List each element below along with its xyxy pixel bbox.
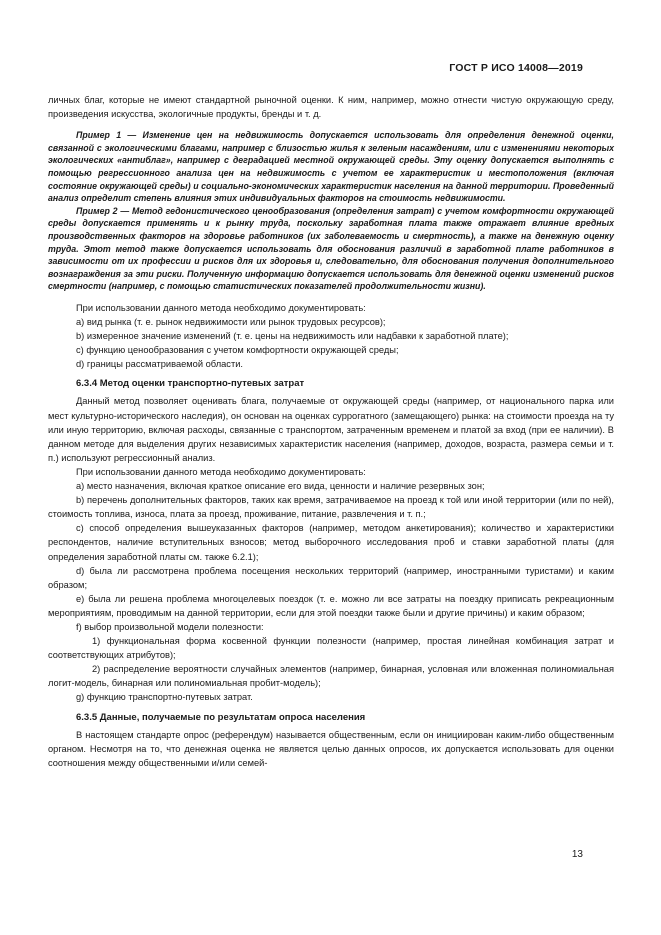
list1-item-b: b) измеренное значение изменений (т. е. цены на недвижимость или надбавки к заработной плате); [76, 331, 509, 342]
list2-item-b: b) перечень дополнительных факторов, таких как время, затрачиваемое на проезд к той или иной территории (или по ней), стоимость топлива, износа, плата за проезд, проживание, питание, развлечения и т. п.; [48, 495, 614, 520]
list2-item-d: d) была ли рассмотрена проблема посещения нескольких территорий (например, иностранными туристами) и каким образом; [48, 565, 614, 590]
list2-item-f: f) выбор произвольной модели полезности: [76, 621, 264, 632]
section-6-3-5-heading: 6.3.5 Данные, получаемые по результатам опроса населения [76, 711, 366, 723]
example-2: Пример 2 — Метод гедонистического ценообразования (определения затрат) с учетом комфортности окружающей среды допускается применять и к рынку труда, поскольку заработная плата также отражает влияние вредных производственных факторов на здоровье работников (их заболеваемость и смертность), а также на денежную оценку труда. Этот метод также допускается использовать для обоснования различий в заработной плате работников в зависимости от их профессии и рисков для их здоровья и, следовательно, для обоснования получения дополнительного вознаграждения за эти риски. Полученную информацию допускается использовать для денежной оценки изменений рисков смертности (например, с помощью статистических показателей продолжительности жизни). [48, 205, 614, 292]
example-1: Пример 1 — Изменение цен на недвижимость допускается использовать для определения денежной оценки, связанной с экологическими благами, например с близостью жилья к зеленым насаждениям, или с изменениями некоторых экологических «антиблаг», например с деградацией местной окружающей среды. Эту оценку допускается выполнять с помощью регрессионного анализа цен на недвижимость с учетом ее характеристик и местоположения (включая состояние окружающей среды) и социально-экономических характеристик населения на данной территории. Проведенный анализ определит степень влияния этих индивидуальных факторов на стоимость недвижимости. [48, 130, 614, 204]
section-6-3-4-heading: 6.3.4 Метод оценки транспортно-путевых затрат [76, 378, 305, 390]
section-6-3-5-paragraph: В настоящем стандарте опрос (референдум) называется общественным, если он инициирован каким-либо общественным органом. Несмотря на то, что денежная оценка не является целью данных опросов, их допускается использовать для оценки соотношения между общественными и/или семей- [48, 729, 614, 768]
list1-item-d: d) границы рассматриваемой области. [76, 359, 243, 370]
documentation-intro-1: При использовании данного метода необходимо документировать: [76, 302, 366, 313]
section-6-3-4-paragraph: Данный метод позволяет оценивать блага, получаемые от окружающей среды (например, от национального парка или мест культурно-исторического наследия), он основан на оценках суррогатного (замещающего) рынка: на стоимости проезда на ту или иную территорию, включая расходы, связанные с транспортом, затраченным временем и платой за вход (при ее наличии). В данном методе для выделения других независимых характеристик населения (например, доходов, возраста, размера семьи и т. п.) используют регрессионный анализ. [48, 396, 614, 463]
list2-item-c: c) способ определения вышеуказанных факторов (например, методом анкетирования); количество и характеристики респондентов, наличие вступительных взносов; метод выборочного исследования проб и ставки заработной платы (для определения заработной платы см. также 6.2.1); [48, 523, 614, 562]
intro-paragraph: личных благ, которые не имеют стандартной рыночной оценки. К ним, например, можно отнести чистую окружающую среду, произведения искусства, экологичные продукты, бренды и т. д. [48, 95, 614, 120]
list1-item-c: c) функцию ценообразования с учетом комфортности окружающей среды; [76, 345, 399, 356]
list2-item-g: g) функцию транспортно-путевых затрат. [76, 692, 253, 703]
documentation-intro-2: При использовании данного метода необходимо документировать: [76, 466, 366, 477]
list2-subitem-1: 1) функциональная форма косвенной функции полезности (например, простая линейная комбинация затрат и соответствующих атрибутов); [48, 636, 614, 661]
list2-item-a: a) место назначения, включая краткое описание его вида, ценности и наличие резервных зон; [76, 481, 485, 492]
list2-item-e: e) была ли решена проблема многоцелевых поездок (т. е. можно ли все затраты на поездку приписать рекреационным мероприятиям, проводимым на данной территории, если для этой поездки также были и другие причины) и каким образом; [48, 593, 614, 618]
list1-item-a: a) вид рынка (т. е. рынок недвижимости или рынок трудовых ресурсов); [76, 317, 386, 327]
list2-subitem-2: 2) распределение вероятности случайных элементов (например, бинарная, условная или вложенная полиномиальная логит-модель, бинарная или полиномиальная пробит-модель); [48, 664, 614, 689]
document-standard-number: ГОСТ Р ИСО 14008—2019 [449, 62, 583, 74]
document-body [48, 93, 614, 770]
page-number: 13 [571, 849, 583, 860]
